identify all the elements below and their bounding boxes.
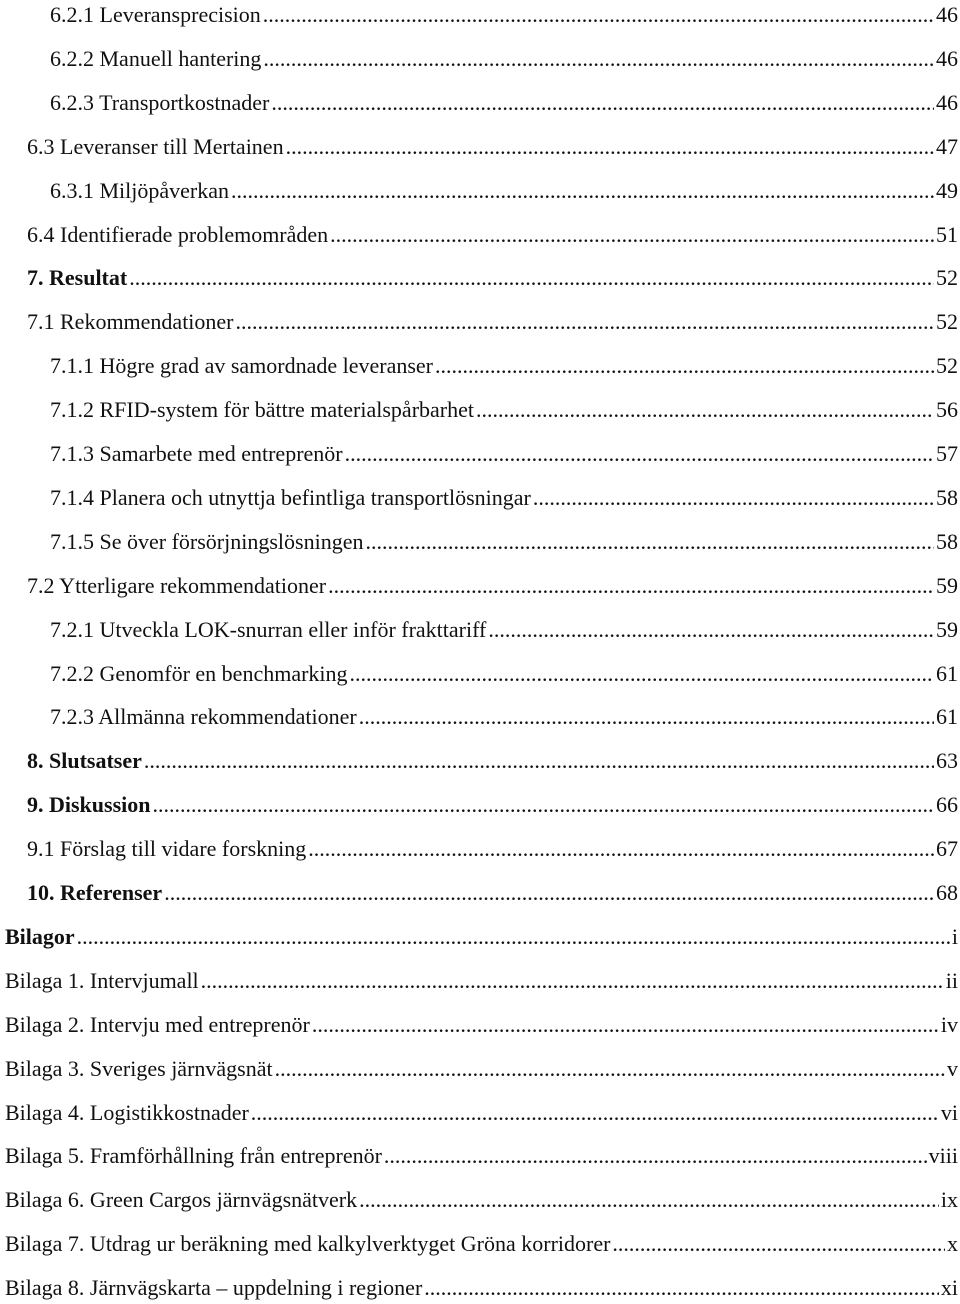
toc-entry-page-number: 61 [936,704,958,730]
toc-dot-leader [476,395,934,425]
toc-entry-title: 7. Resultat [27,265,128,291]
toc-entry[interactable] [50,351,958,381]
toc-entry[interactable] [50,0,958,30]
toc-entry-title: 6.3.1 Miljöpåverkan [50,177,230,203]
toc-dot-leader [286,132,934,162]
toc-entry-page-number: 51 [936,221,958,247]
toc-entry-page-number: 49 [936,177,958,203]
toc-dot-leader [359,702,934,732]
toc-entry[interactable] [27,307,958,337]
toc-entry-page-number: 67 [936,836,958,862]
toc-entry[interactable] [27,220,958,250]
toc-entry-title: 7.1 Rekommendationer [27,309,234,335]
toc-entry[interactable] [27,132,958,162]
toc-entry-page-number: x [947,1231,958,1257]
toc-entry-page-number: 58 [936,484,958,510]
toc-entry-title: 7.2 Ytterligare rekommendationer [27,572,327,598]
toc-entry-title: Bilaga 2. Intervju med entreprenör [5,1011,310,1037]
toc-dot-leader [231,176,934,206]
toc-dot-leader [488,615,934,645]
toc-entry[interactable] [50,659,958,689]
toc-entry[interactable] [50,44,958,74]
toc-entry-title: Bilaga 1. Intervjumall [5,967,199,993]
toc-entry-page-number: ii [945,967,958,993]
toc-entry[interactable] [5,966,958,996]
toc-dot-leader [275,1054,945,1084]
toc-entry[interactable] [5,1098,958,1128]
toc-entry[interactable] [5,922,958,952]
toc-entry[interactable] [27,790,958,820]
toc-dot-leader [330,220,934,250]
toc-entry-page-number: 58 [936,528,958,554]
toc-entry[interactable] [5,1010,958,1040]
toc-entry[interactable] [50,483,958,513]
toc-entry-page-number: xi [940,1275,958,1301]
toc-entry-title: 6.2.1 Leveransprecision [50,2,261,27]
toc-entry[interactable] [27,263,958,293]
toc-entry-page-number: 63 [936,748,958,774]
toc-entry[interactable] [5,1185,958,1215]
toc-entry-page-number: iv [940,1011,958,1037]
toc-entry-page-number: 61 [936,660,958,686]
toc-dot-leader [153,790,934,820]
toc-entry-title: Bilaga 6. Green Cargos järnvägsnätverk [5,1187,358,1213]
toc-entry-title: 7.1.4 Planera och utnyttja befintliga transportlösningar [50,484,531,510]
toc-entry-page-number: 57 [936,441,958,466]
toc-entry[interactable] [50,527,958,557]
toc-dot-leader [533,483,934,513]
toc-entry-page-number: 59 [936,616,958,642]
toc-dot-leader [144,746,934,776]
toc-entry[interactable] [5,1141,958,1171]
toc-entry-title: 7.2.1 Utveckla LOK-snurran eller inför frakttariff [50,616,487,642]
toc-entry-page-number: 52 [936,353,958,379]
toc-dot-leader [164,878,934,908]
toc-entry[interactable] [5,1229,958,1259]
toc-entry-title: 6.3 Leveranser till Mertainen [27,133,284,159]
toc-dot-leader [236,307,934,337]
toc-dot-leader [77,922,950,952]
toc-entry-title: 6.2.2 Manuell hantering [50,45,262,71]
toc-entry-page-number: i [951,923,958,949]
toc-entry[interactable] [27,746,958,776]
toc-entry-title: 7.1.5 Se över försörjningslösningen [50,528,364,554]
toc-entry-title: Bilagor [5,923,75,949]
toc-entry-title: 8. Slutsatser [27,748,142,774]
toc-entry[interactable] [50,615,958,645]
toc-entry-page-number: ix [940,1187,958,1213]
toc-entry[interactable] [5,1273,958,1303]
toc-entry-page-number: 52 [936,309,958,335]
toc-dot-leader [263,44,934,74]
toc-entry-title: Bilaga 7. Utdrag ur beräkning med kalkylverktyget Gröna korridorer [5,1231,611,1257]
toc-entry-title: 7.1.2 RFID-system för bättre materialspårbarhet [50,397,474,423]
toc-dot-leader [271,88,934,118]
toc-entry-page-number: 68 [936,880,958,905]
toc-dot-leader [435,351,934,381]
toc-dot-leader [263,0,934,30]
toc-entry[interactable] [27,834,958,864]
toc-dot-leader [129,263,934,293]
toc-entry-title: 9. Diskussion [27,792,151,818]
toc-entry-title: Bilaga 8. Järnvägskarta – uppdelning i regioner [5,1275,423,1301]
toc-entry-title: Bilaga 4. Logistikkostnader [5,1099,249,1125]
toc-entry-page-number: 46 [936,45,958,71]
toc-dot-leader [424,1273,939,1303]
toc-dot-leader [308,834,934,864]
toc-entry-page-number: viii [928,1143,958,1169]
toc-dot-leader [345,439,934,469]
toc-entry[interactable] [50,88,958,118]
toc-entry[interactable] [50,395,958,425]
toc-entry-title: 7.2.3 Allmänna rekommendationer [50,704,357,730]
toc-entry-page-number: 46 [936,89,958,115]
toc-entry-title: 9.1 Förslag till vidare forskning [27,836,307,862]
toc-dot-leader [384,1141,927,1171]
toc-entry-page-number: 56 [936,397,958,423]
toc-dot-leader [201,966,944,996]
toc-entry-page-number: 46 [936,2,958,27]
toc-entry-title: 6.2.3 Transportkostnader [50,89,270,115]
toc-entry[interactable] [50,176,958,206]
toc-entry-page-number: 59 [936,572,958,598]
toc-dot-leader [251,1098,939,1128]
toc-entry-page-number: 47 [936,133,958,159]
toc-dot-leader [328,571,934,601]
toc-entry-title: Bilaga 5. Framförhållning från entreprenör [5,1143,382,1169]
toc-entry[interactable] [50,439,958,469]
toc-dot-leader [312,1010,939,1040]
toc-entry[interactable] [50,702,958,732]
toc-dot-leader [359,1185,939,1215]
toc-entry-title: 7.1.1 Högre grad av samordnade leveranser [50,353,434,379]
toc-entry[interactable] [5,1054,958,1084]
toc-entry[interactable] [27,878,958,908]
toc-entry-page-number: 66 [936,792,958,818]
toc-dot-leader [350,659,934,689]
toc-dot-leader [612,1229,945,1259]
toc-entry-title: 6.4 Identifierade problemområden [27,221,329,247]
toc-dot-leader [365,527,934,557]
toc-entry-title: 7.1.3 Samarbete med entreprenör [50,441,343,466]
toc-entry-title: 10. Referenser [27,880,163,905]
toc-entry-page-number: vi [940,1099,958,1125]
toc-entry-title: 7.2.2 Genomför en benchmarking [50,660,348,686]
toc-entry-page-number: 52 [936,265,958,291]
toc-entry[interactable] [27,571,958,601]
toc-entry-page-number: v [947,1055,958,1081]
toc-entry-title: Bilaga 3. Sveriges järnvägsnät [5,1055,273,1081]
